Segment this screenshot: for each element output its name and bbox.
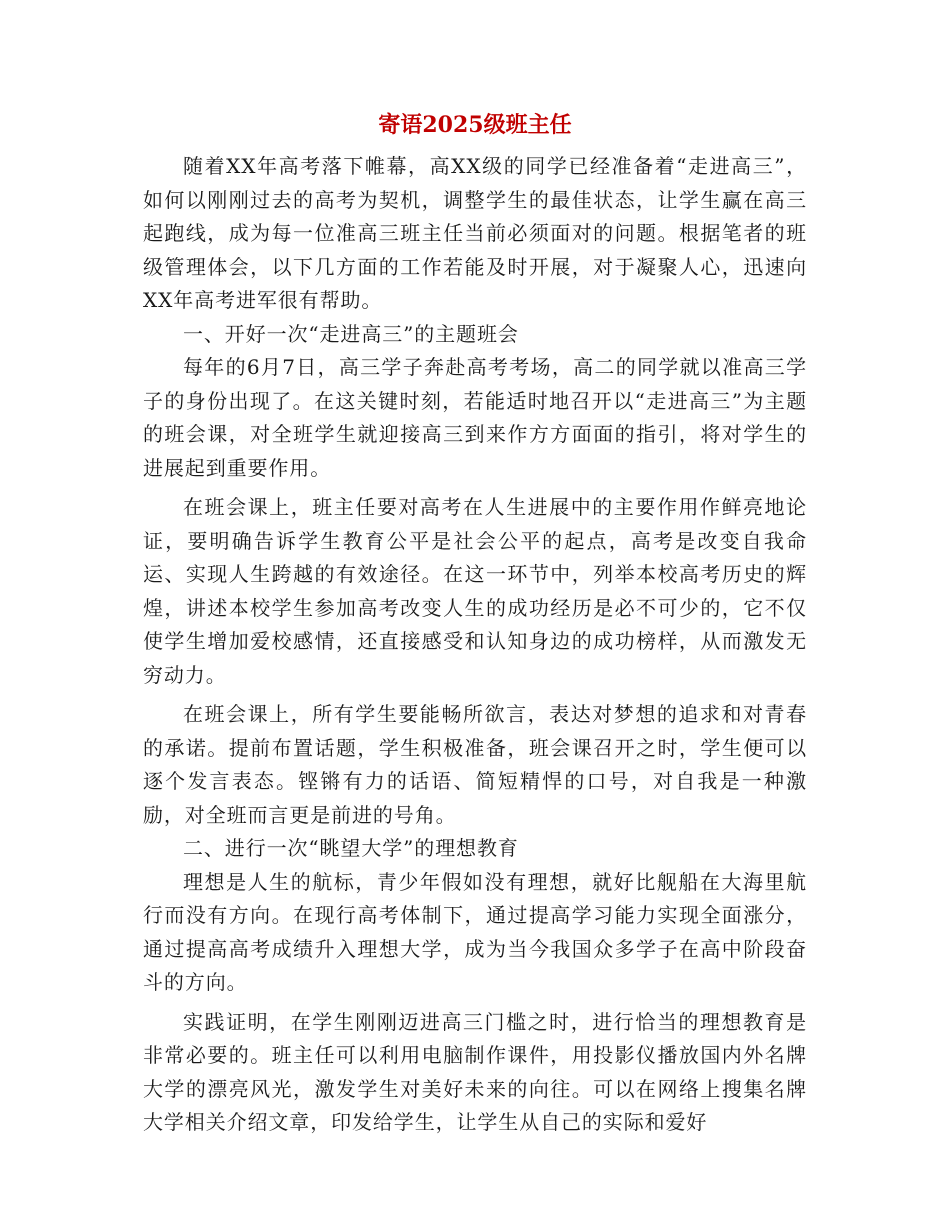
- body-paragraph: 理想是人生的航标，青少年假如没有理想，就好比舰船在大海里航行而没有方向。在现行高考体制下，通过提高学习能力实现全面涨分，通过提高高考成绩升入理想大学，成为当今我国众多学子在高中阶段奋斗的方向。: [143, 869, 807, 994]
- body-paragraph: 每年的6月7日，高三学子奔赴高考考场，高二的同学就以准高三学子的身份出现了。在这关键时刻，若能适时地召开以“走进高三”为主题的班会课，对全班学生就迎接高三到来作方方面面的指引，将对学生的进展起到重要作用。: [143, 355, 807, 480]
- document-title: 寄语2025级班主任: [378, 112, 572, 138]
- section-heading-1: 一、开好一次“走进高三”的主题班会: [183, 321, 519, 346]
- body-paragraph: 实践证明，在学生刚刚迈进高三门槛之时，进行恰当的理想教育是非常必要的。班主任可以利用电脑制作课件，用投影仪播放国内外名牌大学的漂亮风光，激发学生对美好未来的向往。可以在网络上搜集名牌大学相关介绍文章，印发给学生，让学生从自己的实际和爱好: [143, 1009, 807, 1134]
- body-paragraph: 在班会课上，班主任要对高考在人生进展中的主要作用作鲜亮地论证，要明确告诉学生教育公平是社会公平的起点，高考是改变自我命运、实现人生跨越的有效途径。在这一环节中，列举本校高考历史的辉煌，讲述本校学生参加高考改变人生的成功经历是必不可少的，它不仅使学生增加爱校感情，还直接感受和认知身边的成功榜样，从而激发无穷动力。: [143, 495, 807, 687]
- document-body: [143, 150, 807, 1140]
- body-paragraph: 在班会课上，所有学生要能畅所欲言，表达对梦想的追求和对青春的承诺。提前布置话题，学生积极准备，班会课召开之时，学生便可以逐个发言表态。铿锵有力的话语、简短精悍的口号，对自我是一种激励，对全班而言更是前进的号角。: [143, 702, 807, 827]
- section-heading-2: 二、进行一次“眺望大学”的理想教育: [183, 836, 519, 860]
- intro-paragraph: 随着XX年高考落下帷幕，高XX级的同学已经准备着“走进高三”，如何以刚刚过去的高考为契机，调整学生的最佳状态，让学生赢在高三起跑线，成为每一位准高三班主任当前必须面对的问题。根据笔者的班级管理体会，以下几方面的工作若能及时开展，对于凝聚人心，迅速向XX年高考进军很有帮助。: [143, 154, 807, 312]
